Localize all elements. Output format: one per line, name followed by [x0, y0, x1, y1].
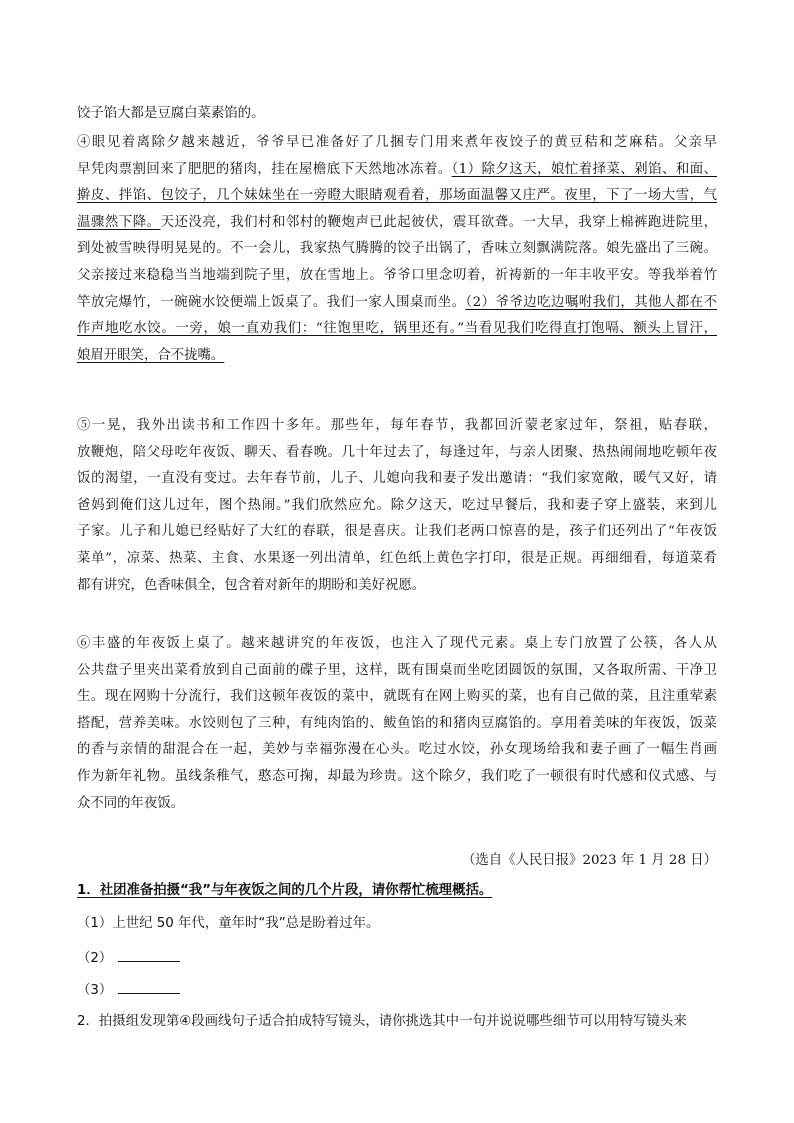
paragraph-6-line: ⑥丰盛的年夜饭上桌了。越来越讲究的年夜饭，也注入了现代元素。桌上专门放置了公筷，各人从 — [77, 636, 717, 651]
item-text: 上世纪 50 年代，童年时“我”总是盼着过年。 — [112, 916, 380, 931]
underlined-sentence: （1）除夕这天，娘忙着择菜、剁馅、和面、 — [451, 161, 717, 177]
sentence: 天还没亮，我们村和邻村的鞭炮声已此起彼伏，震耳欲聋。一大早，我穿上棉裤跑进院里， — [160, 214, 717, 230]
paragraph-4-line — [77, 319, 717, 339]
sentence: 父亲接过来稳稳当当地端到院子里，放在雪地上。爷爷口里念叨着，祈祷新的一年丰收平安。等我举着竹 — [77, 268, 717, 283]
paragraph-3-tail: 饺子馅大都是豆腐白菜素馅的。 — [77, 106, 265, 121]
paragraph-4-line — [77, 346, 717, 366]
paragraph-4-line — [77, 239, 717, 259]
underlined-sentence: 擀皮、拌馅、包饺子，几个妹妹坐在一旁瞪大眼睛观看着，那场面温馨又庄严。夜里，下了一场大雪，气 — [77, 188, 717, 204]
paragraph-5-line: 菜单”，凉菜、热菜、主食、水果逐一列出清单，红色纸上黄色字打印，很是正规。再细细看，每道菜肴 — [77, 551, 717, 566]
paragraph-6-line: 生。现在网购十分流行，我们这顿年夜饭的菜中，就既有在网上购买的菜，也有自己做的菜，且注重荤素 — [77, 689, 717, 705]
underlined-sentence: （2）爷爷边吃边嘱咐我们，其他人都在不 — [465, 294, 717, 310]
question-1-item — [77, 979, 180, 1001]
underlined-sentence: 温骤然下降。 — [77, 214, 161, 230]
item-label: （3） — [77, 983, 113, 998]
question-1-item — [77, 914, 379, 934]
sentence: 到处被雪映得明晃晃的。不一会儿，我家热气腾腾的饺子出锅了，香味立刻飘满院落。娘先盛出了三碗。 — [77, 241, 717, 257]
paragraph-6-line: 作为新年礼物。虽线条稚气，憨态可掬，却最为珍贵。这个除夕，我们吃了一顿很有时代感和仪式感、与 — [77, 769, 717, 784]
answer-blank[interactable] — [118, 947, 180, 962]
paragraph-5-line: 放鞭炮，陪父母吃年夜饭、聊天、看春晚。几十年过去了，每逢过年，与亲人团聚、热热闹闹地吃顿年夜 — [77, 444, 717, 460]
paragraph-4-line — [77, 293, 717, 313]
paragraph-5-line: 爸妈到俺们这儿过年，图个热闹。”我们欣然应允。除夕这天，吃过早餐后，我和妻子穿上盛装，来到儿 — [77, 497, 717, 513]
paragraph-4-line — [77, 186, 717, 206]
sentence: 早凭肉票割回来了肥肥的猪肉，挂在屋檐底下天然地冰冻着。 — [77, 161, 452, 177]
answer-blank[interactable] — [118, 979, 180, 994]
paragraph-5-line: ⑤一晃，我外出读书和工作四十多年。那些年，每年春节，我都回沂蒙老家过年，祭祖，贴春联， — [77, 418, 717, 433]
sentence: 竿放完爆竹，一碗碗水饺便端上饭桌了。我们一家人围桌而坐。 — [77, 294, 466, 310]
paragraph-6-line: 的香与亲情的甜混合在一起，美妙与幸福弥漫在心头。吃过水饺，孙女现场给我和妻子画了一幅生肖画 — [77, 742, 717, 758]
paragraph-4-line — [77, 213, 717, 233]
paragraph-4-line — [77, 133, 717, 153]
paragraph-4-line — [77, 266, 717, 286]
paragraph-6-line: 众不同的年夜饭。 — [77, 795, 185, 811]
question-1-title: 1．社团准备拍摄“我”与年夜饭之间的几个片段，请你帮忙梳理概括。 — [77, 883, 493, 898]
question-1-item — [77, 947, 180, 969]
underlined-sentence: 娘眉开眼笑，合不拢嘴。 — [77, 347, 225, 363]
paragraph-6-line: 公共盘子里夹出菜肴放到自己面前的碟子里，这样，既有围桌而坐吃团圆饭的氛围，又各取所需、干净卫 — [77, 662, 717, 678]
item-label: （1） — [77, 916, 113, 931]
paragraph-5-line: 子家。儿子和儿媳已经贴好了大红的春联，很是喜庆。让我们老两口惊喜的是，孩子们还列出了“年夜饭 — [77, 524, 717, 540]
source-citation: （选自《人民日报》2023 年 1 月 28 日） — [462, 853, 717, 868]
paragraph-4-line — [77, 160, 717, 180]
paragraph-5-line: 饭的渴望，一直没有变过。去年春节前，儿子、儿媳向我和妻子发出邀请：“我们家宽敞，暖气又好，请 — [77, 471, 717, 487]
paragraph-5-line: 都有讲究，色香味俱全，包含着对新年的期盼和美好祝愿。 — [77, 577, 426, 593]
underlined-sentence: 作声地吃水饺。一旁，娘一直劝我们：“往饱里吃，锅里还有。”当看见我们吃得直打饱嗝、额头上冒汗， — [77, 321, 717, 337]
item-label: （2） — [77, 951, 113, 966]
sentence: ④眼见着离除夕越来越近，爷爷早已准备好了几捆专门用来煮年夜饺子的黄豆秸和芝麻秸。父亲早 — [77, 135, 717, 150]
paragraph-6-line: 搭配，营养美味。水饺则包了三种，有纯肉馅的、鲅鱼馅的和猪肉豆腐馅的。享用着美味的年夜饭，饭菜 — [77, 715, 717, 731]
question-2-text: 2．拍摄组发现第④段画线句子适合拍成特写镜头，请你挑选其中一句并说说哪些细节可以用特写镜头来 — [77, 1014, 687, 1029]
